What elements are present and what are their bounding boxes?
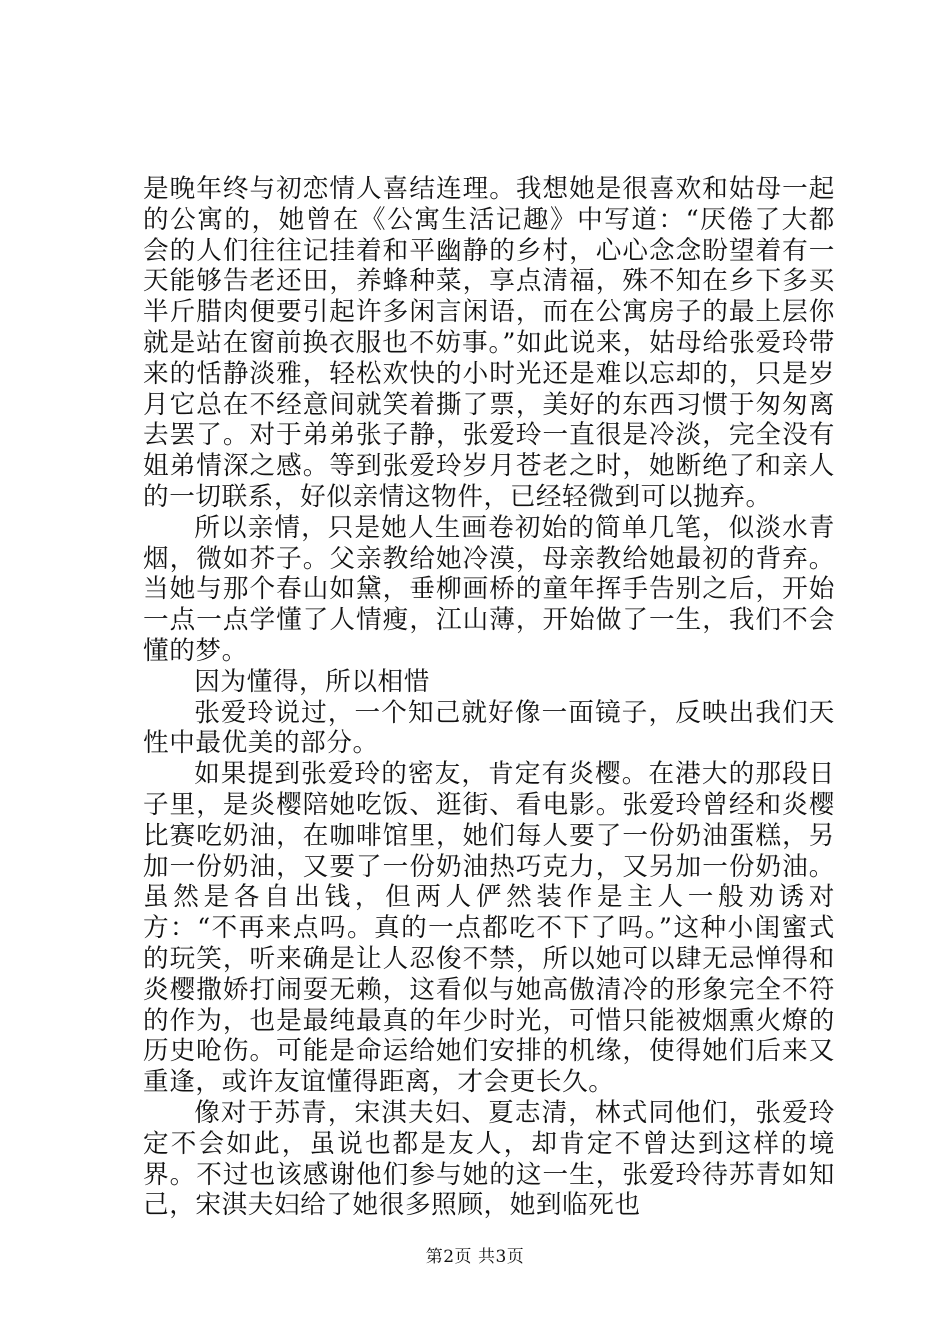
paragraph-friends: 像对于苏青，宋淇夫妇、夏志清，林式同他们，张爱玲定不会如此，虽说也都是友人，却肯定不曾达到这样的境界。不过也该感谢他们参与她的这一生，张爱玲待苏青如知己，宋淇夫妇给了她很多照顾，她到临死也 [143, 1097, 835, 1221]
paragraph-yanying: 如果提到张爱玲的密友，肯定有炎樱。在港大的那段日子里，是炎樱陪她吃饭、逛街、看电影。张爱玲曾经和炎樱比赛吃奶油，在咖啡馆里，她们每人要了一份奶油蛋糕，另加一份奶油，又要了一份奶油热巧克力，又另加一份奶油。虽然是各自出钱，但两人俨然装作是主人一般劝诱对方：“不再来点吗。真的一点都吃不下了吗。”这种小闺蜜式的玩笑，听来确是让人忍俊不禁，所以她可以肆无忌惮得和炎樱撒娇打闹耍无赖，这看似与她高傲清冷的形象完全不符的作为，也是最纯最真的年少时光，可惜只能被烟熏火燎的历史呛伤。可能是命运给她们安排的机缘，使得她们后来又重逢，或许友谊懂得距离，才会更长久。 [143, 759, 835, 1098]
section-heading: 因为懂得，所以相惜 [194, 666, 430, 697]
body-text [143, 174, 835, 1221]
page-number-footer: 第2页 共3页 [425, 1247, 525, 1267]
paragraph-family: 所以亲情，只是她人生画卷初始的简单几笔，似淡水青烟，微如芥子。父亲教给她冷漠，母亲教给她最初的背弃。当她与那个春山如黛，垂柳画桥的童年挥手告别之后，开始一点一点学懂了人情瘦，江山薄，开始做了一生，我们不会懂的梦。 [143, 512, 835, 666]
paragraph-mirror-quote: 张爱玲说过，一个知己就好像一面镜子，反映出我们天性中最优美的部分。 [143, 697, 835, 759]
paragraph-continuation: 是晚年终与初恋情人喜结连理。我想她是很喜欢和姑母一起的公寓的，她曾在《公寓生活记趣》中写道：“厌倦了大都会的人们往往记挂着和平幽静的乡村，心心念念盼望着有一天能够告老还田，养蜂种菜，享点清福，殊不知在乡下多买半斤腊肉便要引起许多闲言闲语，而在公寓房子的最上层你就是站在窗前换衣服也不妨事。”如此说来，姑母给张爱玲带来的恬静淡雅，轻松欢快的小时光还是难以忘却的，只是岁月它总在不经意间就笑着撕了票，美好的东西习惯于匆匆离去罢了。对于弟弟张子静，张爱玲一直很是冷淡，完全没有姐弟情深之感。等到张爱玲岁月苍老之时，她断绝了和亲人的一切联系，好似亲情这物件，已经轻微到可以抛弃。 [143, 174, 835, 512]
